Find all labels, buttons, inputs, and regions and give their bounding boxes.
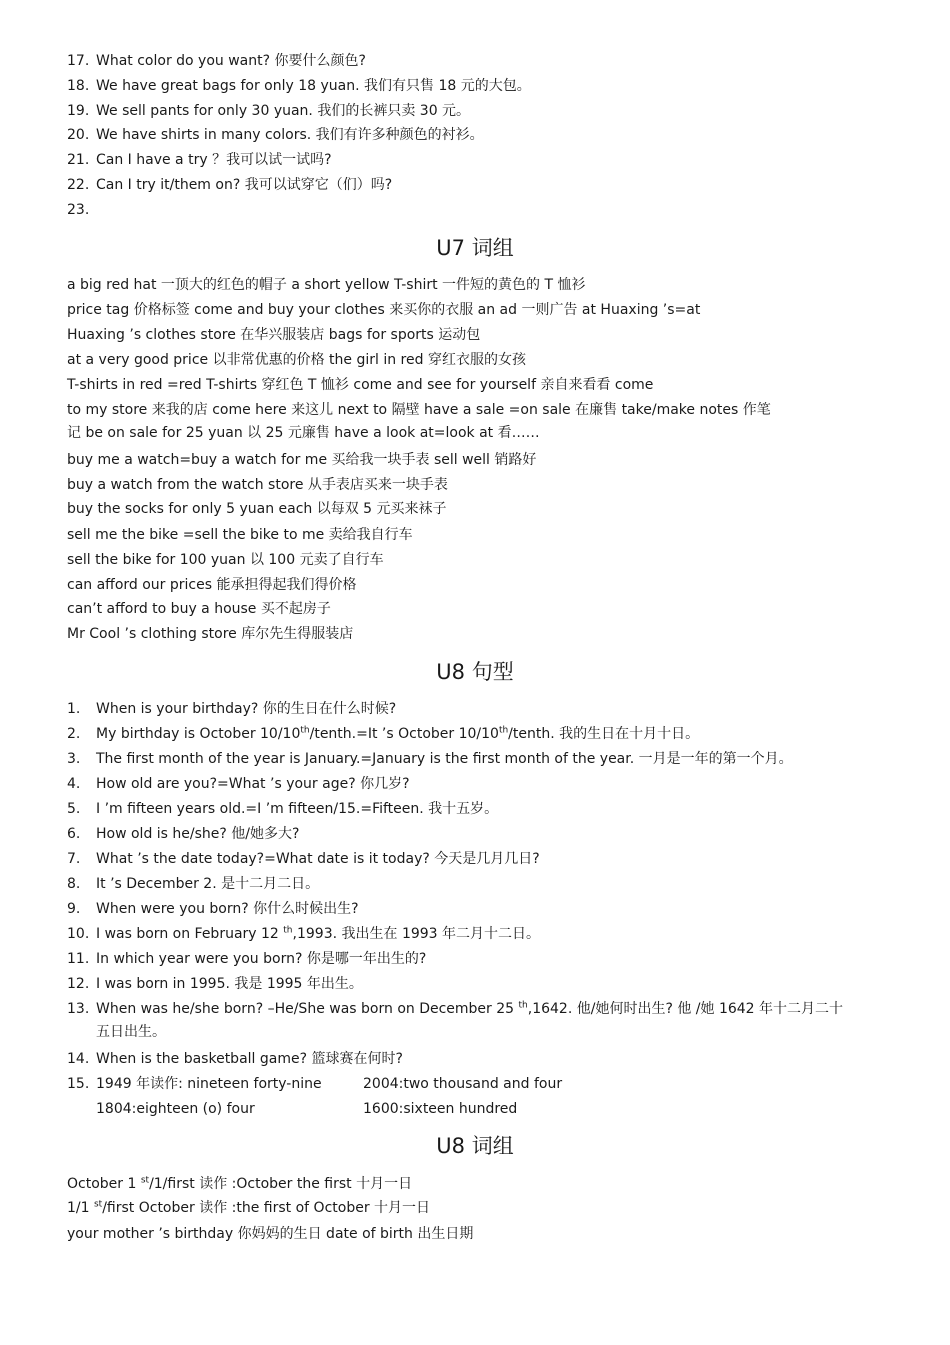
list-item: 8. It ’s December 2. 是十二月二日。 xyxy=(67,876,320,892)
phrase-line: 记 be on sale for 25 yuan 以 25 元廉售 have a look at=look at 看…… xyxy=(67,425,540,441)
phrase-line: a big red hat 一顶大的红色的帽子 a short yellow T-shirt 一件短的黄色的 T 恤衫 xyxy=(67,277,586,293)
list-item: 18. We have great bags for only 18 yuan. 我们有只售 18 元的大包。 xyxy=(67,78,531,94)
phrase-line: at a very good price 以非常优惠的价格 the girl in red 穿红衣服的女孩 xyxy=(67,352,526,368)
phrase-line: can afford our prices 能承担得起我们得价格 xyxy=(67,577,357,593)
phrase-line: October 1 $^{st}$/1/first 读作 :October the first 十月一日 xyxy=(67,1175,413,1192)
section-heading-u7-phrases: U7 词组 xyxy=(436,236,514,260)
list-item: 20. We have shirts in many colors. 我们有许多种颜色的衬衫。 xyxy=(67,127,484,143)
list-item: 21. Can I have a try ？我可以试一试吗? xyxy=(67,152,332,168)
list-item: 11. In which year were you born? 你是哪一年出生的? xyxy=(67,951,427,967)
list-item: 23. xyxy=(67,202,90,218)
section-heading-u8-sentences: U8 句型 xyxy=(436,660,514,684)
phrase-line: Mr Cool ’s clothing store 库尔先生得服装店 xyxy=(67,626,354,642)
phrase-line: price tag 价格标签 come and buy your clothes 来买你的衣服 an ad 一则广告 at Huaxing ’s=at xyxy=(67,302,701,318)
phrase-line: buy me a watch=buy a watch for me 买给我一块手表 sell well 销路好 xyxy=(67,452,537,468)
list-item: 10. I was born on February 12 $^{th}$,1993. 我出生在 1993 年二月十二日。 xyxy=(67,925,541,942)
section-heading-u8-phrases: U8 词组 xyxy=(436,1134,514,1158)
phrase-line: your mother ’s birthday 你妈妈的生日 date of birth 出生日期 xyxy=(67,1226,474,1242)
list-item: 7. What ’s the date today?=What date is it today? 今天是几月几日? xyxy=(67,851,540,867)
list-item: 13. When was he/she born? –He/She was born on December 25 $^{th}$,1642. 他/她何时出生? 他 /她 1642 年十二月二十 xyxy=(67,1000,844,1017)
list-item: 12. I was born in 1995. 我是 1995 年出生。 xyxy=(67,976,363,992)
list-item: 4. How old are you?=What ’s your age? 你几岁? xyxy=(67,776,410,792)
phrase-line: T-shirts in red =red T-shirts 穿红色 T 恤衫 come and see for yourself 亲自来看看 come xyxy=(67,377,654,393)
list-item: 5. I ’m fifteen years old.=I ’m fifteen/15.=Fifteen. 我十五岁。 xyxy=(67,801,499,817)
phrase-line: buy a watch from the watch store 从手表店买来一块手表 xyxy=(67,477,448,493)
list-item-continuation: 1804:eighteen (o) four 1600:sixteen hundred xyxy=(96,1101,518,1117)
phrase-line: sell me the bike =sell the bike to me 卖给我自行车 xyxy=(67,527,413,543)
list-item: 14. When is the basketball game? 篮球赛在何时? xyxy=(67,1051,403,1067)
phrase-line: to my store 来我的店 come here 来这儿 next to 隔壁 have a sale =on sale 在廉售 take/make notes 作笔 xyxy=(67,402,771,418)
phrase-line: buy the socks for only 5 yuan each 以每双 5 元买来袜子 xyxy=(67,501,447,517)
phrase-line: 1/1 $^{st}$/first October 读作 :the first of October 十月一日 xyxy=(67,1199,431,1216)
list-item: 1. When is your birthday? 你的生日在什么时候? xyxy=(67,701,397,717)
phrase-line: sell the bike for 100 yuan 以 100 元卖了自行车 xyxy=(67,552,384,568)
list-item: 19. We sell pants for only 30 yuan. 我们的长裤只卖 30 元。 xyxy=(67,103,471,119)
list-item: 6. How old is he/she? 他/她多大? xyxy=(67,826,300,842)
phrase-line: can’t afford to buy a house 买不起房子 xyxy=(67,601,331,617)
list-item: 17. What color do you want? 你要什么颜色? xyxy=(67,53,366,69)
list-item: 15. 1949 年读作: nineteen forty-nine 2004:two thousand and four xyxy=(67,1076,563,1092)
list-item: 2. My birthday is October 10/10th/tenth.=It ’s October 10/10th/tenth. 我的生日在十月十日。 xyxy=(67,725,700,742)
list-item: 9. When were you born? 你什么时候出生? xyxy=(67,901,359,917)
list-item: 22. Can I try it/them on? 我可以试穿它（们）吗? xyxy=(67,177,393,193)
phrase-line: Huaxing ’s clothes store 在华兴服装店 bags for sports 运动包 xyxy=(67,327,481,343)
list-item-continuation: 五日出生。 xyxy=(96,1024,166,1040)
list-item: 3. The first month of the year is January.=January is the first month of the year. 一月是一年的第一个月。 xyxy=(67,751,793,767)
